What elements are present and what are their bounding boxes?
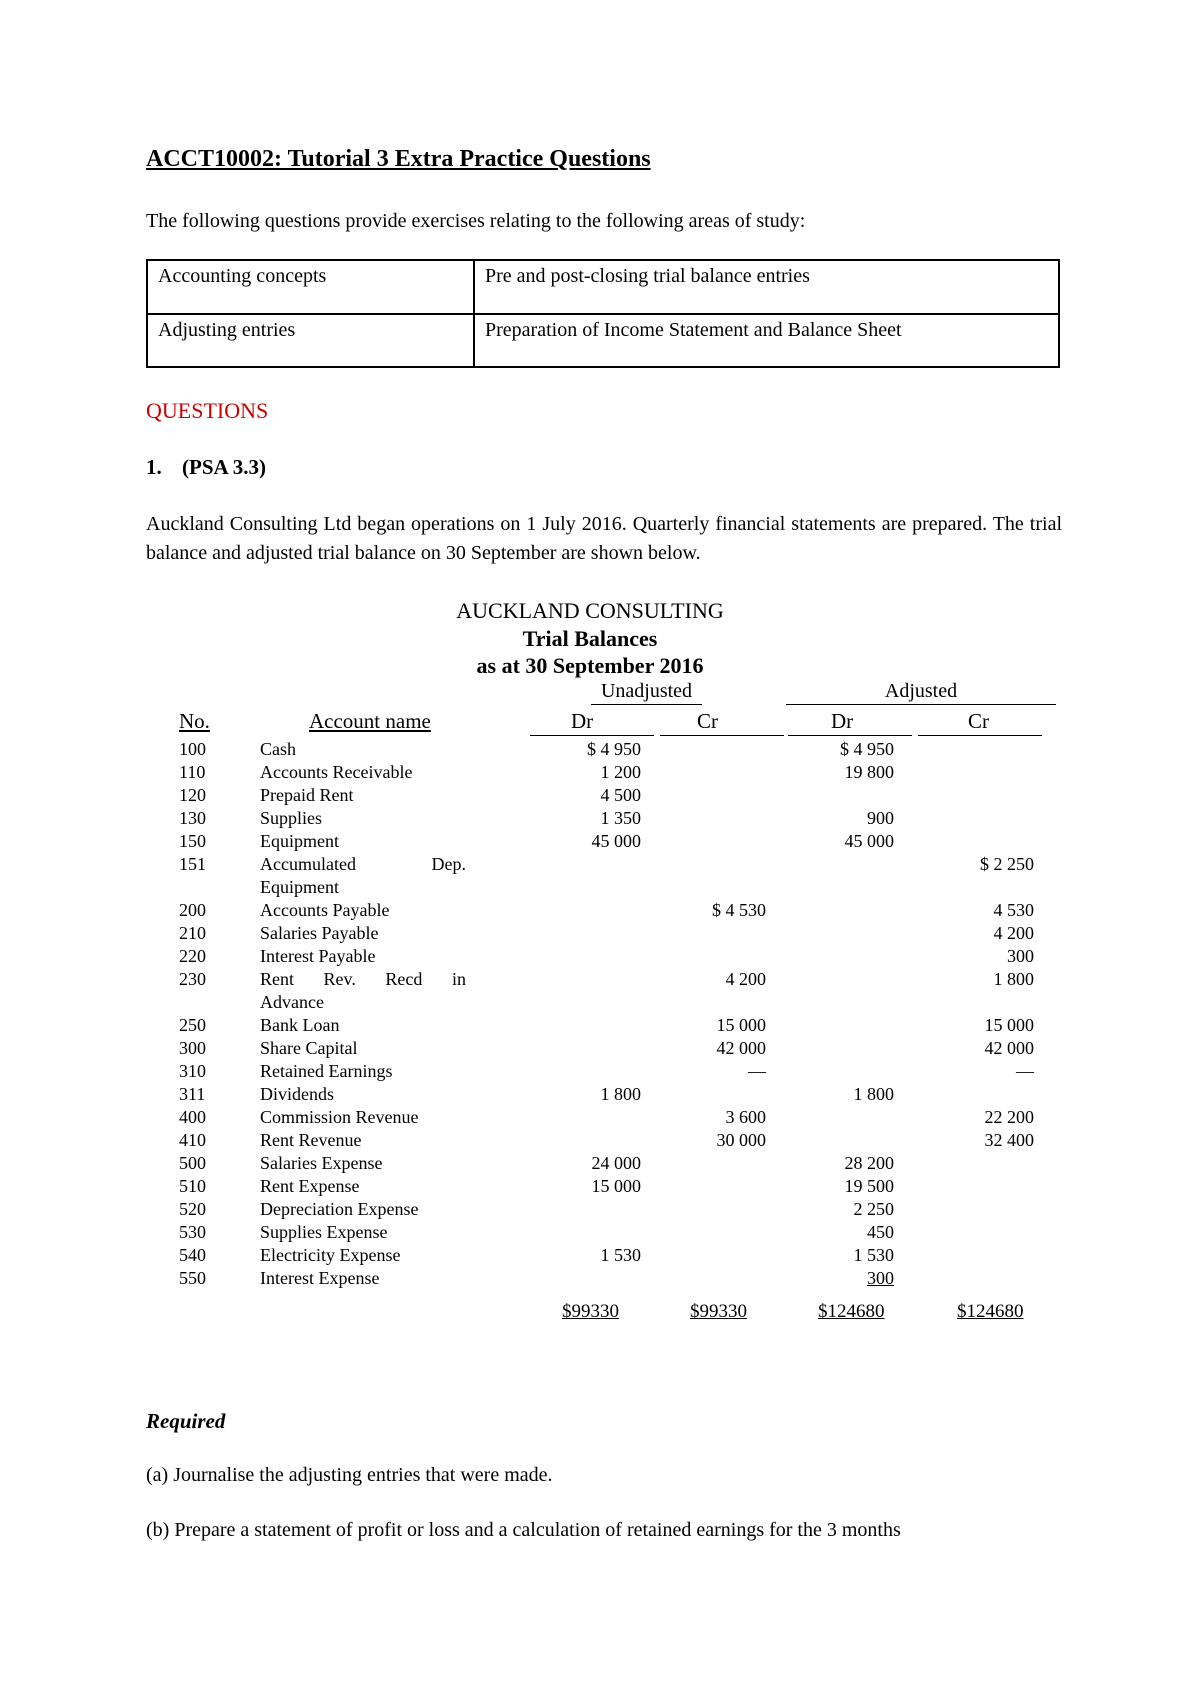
account-number: 110 [179, 762, 206, 782]
adjusted-dr: 900 [867, 808, 894, 828]
unadjusted-dr: $ 4 950 [587, 739, 641, 759]
table-row [0, 784, 1200, 807]
account-name: Supplies Expense [260, 1222, 388, 1242]
account-name: Supplies [260, 808, 323, 828]
requirement-b: (b) Prepare a statement of profit or loss and a calculation of retained earnings for the 3 months [146, 1519, 901, 1541]
unadjusted-group-label: Unadjusted [591, 680, 702, 705]
column-header-account: Account name [309, 709, 431, 733]
adjusted-dr: 28 200 [844, 1153, 894, 1173]
adjusted-dr: 2 250 [853, 1199, 894, 1219]
table-row [0, 1037, 1200, 1060]
table-row [0, 1083, 1200, 1106]
adjusted-dr: 300 [867, 1268, 894, 1288]
account-name: Retained Earnings [260, 1061, 393, 1081]
account-name-part: Accumulated [260, 854, 356, 874]
account-number: 150 [179, 831, 206, 851]
table-cell: Adjusting entries [147, 314, 474, 368]
account-number: 200 [179, 900, 206, 920]
account-name: Electricity Expense [260, 1245, 401, 1265]
adjusted-dr: 19 500 [844, 1176, 894, 1196]
account-number: 300 [179, 1038, 206, 1058]
account-number: 310 [179, 1061, 206, 1081]
rule-unadj-cr [660, 735, 784, 736]
account-number: 540 [179, 1245, 206, 1265]
unadjusted-cr: 15 000 [716, 1015, 766, 1035]
unadjusted-dr: 1 350 [600, 808, 641, 828]
adjusted-dr: 45 000 [844, 831, 894, 851]
adjusted-group-label: Adjusted [786, 680, 1056, 705]
page-title: ACCT10002: Tutorial 3 Extra Practice Questions [146, 146, 651, 172]
table-row [0, 968, 1200, 991]
table-row-continued [0, 991, 1200, 1014]
table-row [0, 1244, 1200, 1267]
account-number: 220 [179, 946, 206, 966]
question-number [146, 455, 266, 480]
column-header-adj-cr: Cr [968, 709, 989, 733]
account-number: 410 [179, 1130, 206, 1150]
account-name: Cash [260, 739, 296, 759]
account-name: Rent Revenue [260, 1130, 362, 1150]
account-name-continued: Equipment [260, 877, 339, 897]
rule-adj-dr [788, 735, 912, 736]
adjusted-cr: 15 000 [984, 1015, 1034, 1035]
unadjusted-cr: 3 600 [725, 1107, 766, 1127]
table-row [0, 853, 1200, 876]
account-number: 311 [179, 1084, 206, 1104]
table-row [0, 899, 1200, 922]
company-name: AUCKLAND CONSULTING [456, 598, 724, 623]
account-name-part: Rev. [323, 969, 356, 989]
table-cell: Pre and post-closing trial balance entries [474, 260, 1059, 314]
account-name: Salaries Payable [260, 923, 379, 943]
account-name: Dividends [260, 1084, 334, 1104]
column-header-no: No. [179, 709, 210, 733]
adjusted-dr: 450 [867, 1222, 894, 1242]
adjusted-cr: 1 800 [993, 969, 1034, 989]
account-name-part: Dep. [431, 854, 466, 874]
adjusted-cr: $ 2 250 [980, 854, 1034, 874]
table-cell: Preparation of Income Statement and Balance Sheet [474, 314, 1059, 368]
table-row [0, 1221, 1200, 1244]
trial-balance-date: as at 30 September 2016 [476, 653, 704, 678]
total-adjusted-cr: $124680 [957, 1301, 1024, 1322]
table-row [0, 807, 1200, 830]
table-row-continued [0, 876, 1200, 899]
adjusted-dr: 19 800 [844, 762, 894, 782]
requirement-a: (a) Journalise the adjusting entries that were made. [146, 1464, 553, 1486]
question-ref: (PSA 3.3) [182, 455, 266, 479]
question-text: Auckland Consulting Ltd began operations on 1 July 2016. Quarterly financial statements are prepared. The trial balance and adjusted trial balance on 30 September are shown below. [146, 513, 1062, 564]
table-row [0, 1014, 1200, 1037]
rule-unadj-dr [530, 735, 654, 736]
table-row [0, 1198, 1200, 1221]
account-name: Salaries Expense [260, 1153, 383, 1173]
account-number: 520 [179, 1199, 206, 1219]
unadjusted-dr: 24 000 [591, 1153, 641, 1173]
table-row [0, 1267, 1200, 1290]
questions-heading: QUESTIONS [146, 398, 269, 423]
unadjusted-dr: 45 000 [591, 831, 641, 851]
account-number: 530 [179, 1222, 206, 1242]
table-row [147, 314, 1059, 368]
account-name [260, 968, 466, 991]
table-row [0, 1060, 1200, 1083]
account-name: Interest Expense [260, 1268, 380, 1288]
account-number: 400 [179, 1107, 206, 1127]
account-number: 250 [179, 1015, 206, 1035]
adjusted-dr: 1 800 [853, 1084, 894, 1104]
trial-balance-title: Trial Balances [522, 626, 658, 651]
table-row [0, 830, 1200, 853]
table-row [0, 1152, 1200, 1175]
account-name-part: Recd [385, 969, 423, 989]
unadjusted-dr: 1 800 [600, 1084, 641, 1104]
account-name-part: Rent [260, 969, 294, 989]
adjusted-cr: 42 000 [984, 1038, 1034, 1058]
total-unadjusted-cr: $99330 [690, 1301, 747, 1322]
account-name: Equipment [260, 831, 339, 851]
adjusted-cr: 22 200 [984, 1107, 1034, 1127]
table-cell: Accounting concepts [147, 260, 474, 314]
account-name: Share Capital [260, 1038, 358, 1058]
column-header-unadj-cr: Cr [697, 709, 718, 733]
account-name-part: in [451, 969, 466, 989]
column-header-unadj-dr: Dr [571, 709, 594, 733]
adjusted-cr: 4 530 [993, 900, 1034, 920]
account-name: Accounts Receivable [260, 762, 413, 782]
account-name: Accounts Payable [260, 900, 390, 920]
adjusted-cr: 32 400 [984, 1130, 1034, 1150]
table-row [0, 1175, 1200, 1198]
table-row [147, 260, 1059, 314]
account-number: 550 [179, 1268, 206, 1288]
account-name [260, 853, 466, 876]
adjusted-cr: — [1016, 1061, 1034, 1081]
unadjusted-dr: 15 000 [591, 1176, 641, 1196]
account-number: 100 [179, 739, 206, 759]
account-number: 120 [179, 785, 206, 805]
table-row [0, 1129, 1200, 1152]
account-name: Commission Revenue [260, 1107, 419, 1127]
adjusted-dr: $ 4 950 [840, 739, 894, 759]
adjusted-cr: 4 200 [993, 923, 1034, 943]
table-row [0, 922, 1200, 945]
account-number: 230 [179, 969, 206, 989]
account-name: Prepaid Rent [260, 785, 354, 805]
account-name-continued: Advance [260, 992, 324, 1012]
unadjusted-cr: 42 000 [716, 1038, 766, 1058]
account-number: 510 [179, 1176, 206, 1196]
table-row [0, 761, 1200, 784]
account-name: Interest Payable [260, 946, 376, 966]
total-adjusted-dr: $124680 [818, 1301, 885, 1322]
account-number: 500 [179, 1153, 206, 1173]
unadjusted-cr: 4 200 [725, 969, 766, 989]
totals-row [0, 1301, 1200, 1325]
table-row [0, 738, 1200, 761]
adjusted-cr: 300 [1007, 946, 1034, 966]
account-name: Depreciation Expense [260, 1199, 419, 1219]
question-index: 1. [146, 455, 162, 479]
intro-text: The following questions provide exercises relating to the following areas of study: [146, 210, 806, 232]
unadjusted-dr: 4 500 [600, 785, 641, 805]
column-header-adj-dr: Dr [831, 709, 854, 733]
adjusted-dr: 1 530 [853, 1245, 894, 1265]
account-name: Bank Loan [260, 1015, 340, 1035]
unadjusted-cr: — [748, 1061, 766, 1081]
account-name: Rent Expense [260, 1176, 360, 1196]
account-number: 210 [179, 923, 206, 943]
account-number: 151 [179, 854, 206, 874]
unadjusted-cr: $ 4 530 [712, 900, 766, 920]
table-row [0, 1106, 1200, 1129]
unadjusted-dr: 1 530 [600, 1245, 641, 1265]
account-number: 130 [179, 808, 206, 828]
unadjusted-cr: 30 000 [716, 1130, 766, 1150]
total-unadjusted-dr: $99330 [562, 1301, 619, 1322]
table-row [0, 945, 1200, 968]
unadjusted-dr: 1 200 [600, 762, 641, 782]
rule-adj-cr [918, 735, 1042, 736]
required-heading: Required [146, 1409, 226, 1433]
study-areas-table [146, 259, 1060, 368]
